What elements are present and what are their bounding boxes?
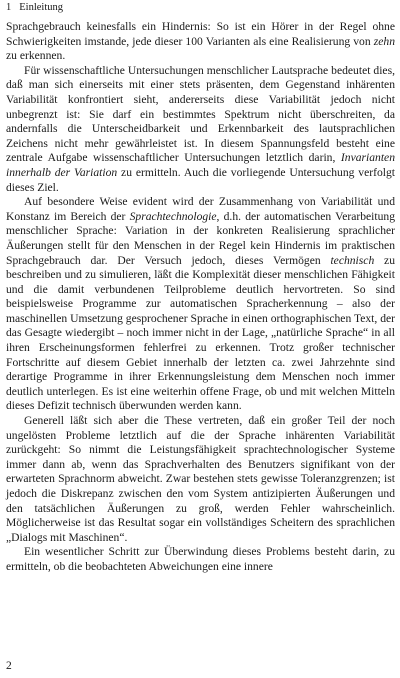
text-segment: Ein wesentlicher Schritt zur Überwindung dieses Problems besteht darin, zu ermitteln, ob die beobachteten Abweichungen eine innere: [6, 545, 395, 573]
emphasis-text: Sprachtechnologie: [129, 209, 217, 223]
emphasis-text: technisch: [330, 253, 375, 267]
text-segment: , d.h. der automatischen Verarbeitung menschlicher Sprache: Variation in der konkreten Realisierung sprachlicher Äußerungen stellt für den Menschen in der Regel kein Hindernis im praktischen Sprachgebrauch dar. Der Versuch jedoch, dieses Vermögen: [6, 209, 395, 267]
text-segment: Sprachgebrauch keinesfalls ein Hindernis: So ist ein Hörer in der Regel ohne Schwierigkeiten imstande, jede dieser 100 Varianten als eine Realisierung von: [6, 20, 395, 48]
text-segment: zu ermitteln. Auch die vorliegende Untersuchung verfolgt dieses Ziel.: [6, 165, 395, 194]
text-segment: Generell läßt sich aber die These vertreten, daß ein großer Teil der noch ungelösten Probleme letztlich auf die der Sprache inhärenten Variabilität zurückgeht: So nimmt die Leistungsfähigkeit sprachtechnologischer Systeme immer dann ab, wenn das Sprachverhalten des Benutzers signifikant von der erwarteten Sprachnorm abweicht. Zwar bestehen stets gewisse Toleranzgrenzen; ist jedoch die Diskrepanz zwischen den vom System antizipierten Äußerungen und den tatsächlichen Äußerungen zu groß, werden Fehler wahrscheinlich. Möglicherweise ist das Resultat sogar ein vollständiges Scheitern des sprachlichen „Dialogs mit Maschinen“.: [6, 414, 395, 544]
emphasis-text: Invarianten innerhalb der Variation: [6, 151, 395, 179]
chapter-title: Einleitung: [19, 2, 63, 13]
text-segment: zu erkennen.: [6, 49, 66, 63]
emphasis-text: zehn: [373, 34, 395, 48]
text-segment: zu beschreiben und zu simulieren, läßt die Komplexität dieser menschlichen Fähigkeit und die damit verbundenen Teilprobleme deutlich hervortreten. So sind beispielsweise Programme zur automatischen Spracherkennung – also der maschinellen Umsetzung gesprochener Sprache in einen orthographischen Text, der das Gesagte wiedergibt – noch immer nicht in der Lage, „natürliche Sprache“ in all ihren Erscheinungsformen fehlerfrei zu erkennen. Trotz großer technischer Fortschritte auf diesem Gebiet innerhalb der letzten ca. zwei Jahrzehnte sind derartige Programme in ihrer Erkennungsleistung dem Menschen noch immer deutlich unterlegen. Es ist eine weiterhin offene Frage, ob und mit welchen Mitteln dieses Defizit technisch überwunden werden kann.: [6, 253, 395, 413]
paragraph: [6, 195, 395, 414]
paragraph: [6, 414, 395, 545]
body-text: [6, 20, 395, 575]
paragraph: [6, 545, 395, 574]
paragraph: [6, 64, 395, 195]
page-number: 2: [6, 660, 12, 672]
text-segment: Auf besondere Weise evident wird der Zusammenhang von Variabilität und Konstanz im Bereich der: [6, 195, 395, 223]
text-segment: Für wissenschaftliche Untersuchungen menschlicher Lautsprache bedeutet dies, daß man sich einerseits mit einer stets präsenten, dem Gegenstand inhärenten Variabilität konfrontiert sieht, andererseits diese Variabilität jedoch nicht unbegrenzt ist: Sie darf ein bestimmtes Spektrum nicht überschreiten, da andernfalls die Unterscheidbarkeit und Erkennbarkeit des lautsprachlichen Zeichens nicht mehr gewährleistet ist. In diesem Spannungsfeld besteht eine zentrale Aufgabe wissenschaftlicher Untersuchungen letztlich darin,: [6, 63, 395, 165]
running-header: [6, 2, 63, 14]
paragraph: [6, 20, 395, 64]
chapter-number: 1: [6, 2, 12, 13]
